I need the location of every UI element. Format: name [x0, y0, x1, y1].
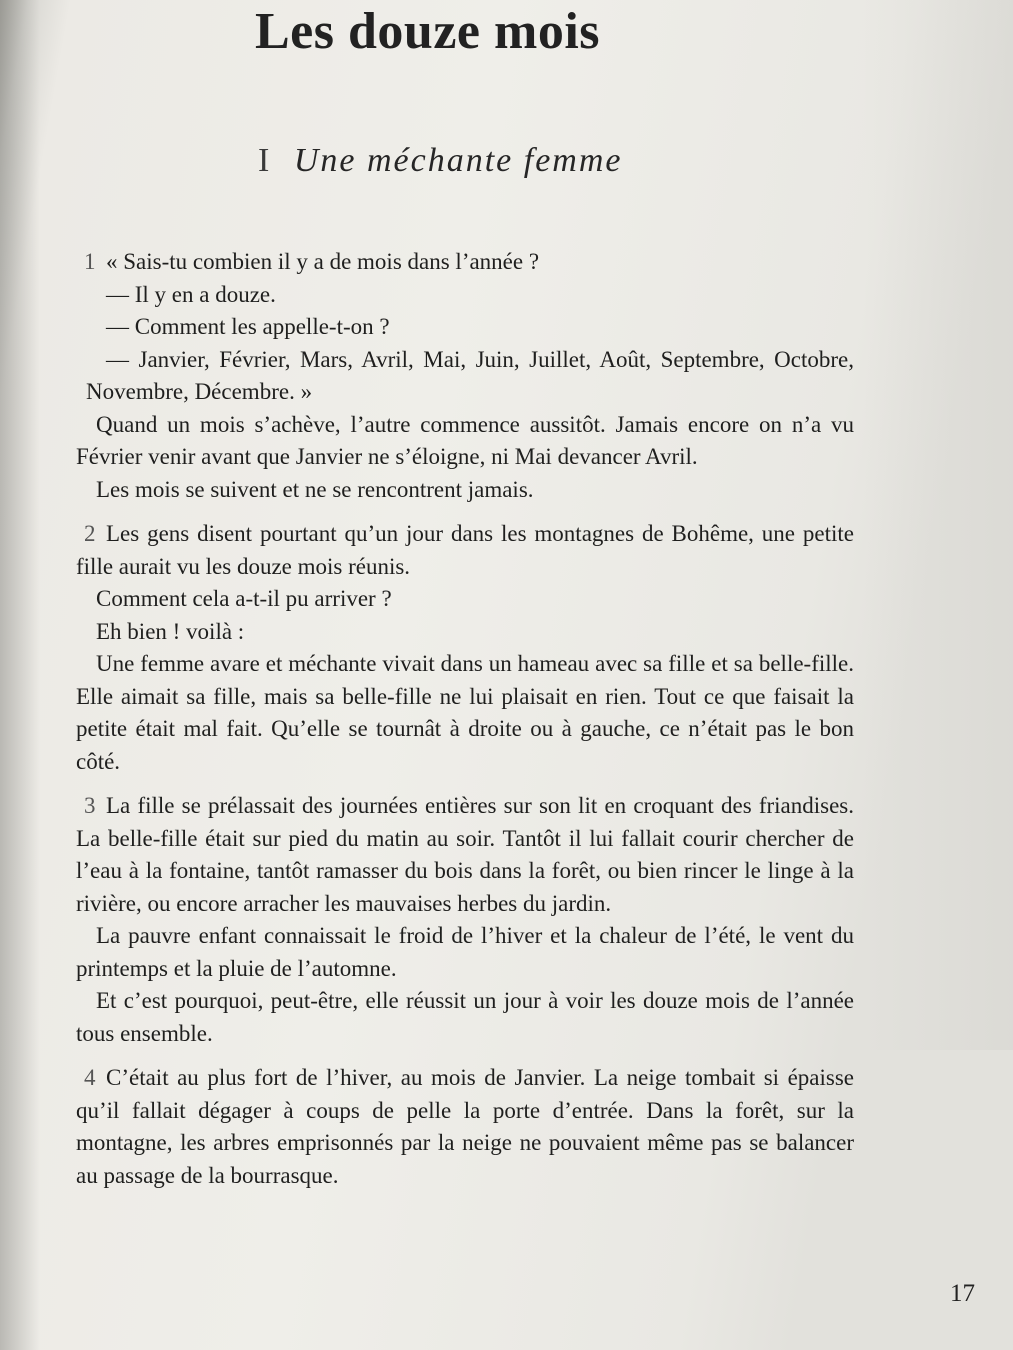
- section-1-para-6: [76, 474, 854, 507]
- section-number: 3: [84, 793, 96, 818]
- chapter-title: Une méchante femme: [293, 142, 623, 179]
- paragraph-text: Eh bien ! voilà :: [96, 618, 245, 644]
- paragraph-text: « Sais-tu combien il y a de mois dans l’année ?: [106, 249, 540, 274]
- chapter-number: I: [258, 142, 271, 179]
- section-4-para-1: [76, 1062, 854, 1192]
- section-3-para-1: [76, 790, 854, 920]
- body-text: [76, 246, 854, 1192]
- section-1-para-3: [76, 311, 854, 344]
- page-title: Les douze mois: [255, 3, 600, 60]
- page-bleed-through: [863, 0, 1013, 1050]
- paragraph-text: La fille se prélassait des journées entières sur son lit en croquant des friandises. La belle-fille était sur pied du matin au soir. Tantôt il lui fallait courir chercher de l’eau à la fontaine, tantôt ramasser du bois dans la forêt, ou bien rincer le linge à la rivière, ou encore arracher les mauvaises herbes du jardin.: [76, 793, 854, 916]
- section-2-para-1: [76, 518, 854, 583]
- section-3-para-3: [76, 985, 854, 1050]
- binding-shadow: [0, 0, 40, 1350]
- section-number: 2: [84, 521, 96, 546]
- paragraph-text: La pauvre enfant connaissait le froid de l’hiver et la chaleur de l’été, le vent du printemps et la pluie de l’automne.: [76, 923, 854, 981]
- section-1-para-2: [76, 279, 854, 312]
- section-1-para-5: [76, 409, 854, 474]
- section-3-para-2: [76, 920, 854, 985]
- page-number: 17: [950, 1280, 975, 1307]
- paragraph-text: Une femme avare et méchante vivait dans un hameau avec sa fille et sa belle-fille. Elle aimait sa fille, mais sa belle-fille ne lui plaisait en rien. Tout ce que faisait la petite était mal fait. Qu’elle se tournât à droite ou à gauche, ce n’était pas le bon côté.: [76, 651, 854, 774]
- section-2-para-4: [76, 648, 854, 778]
- section-number: 1: [84, 249, 96, 274]
- paragraph-text: Les gens disent pourtant qu’un jour dans les montagnes de Bohême, une petite fille aurait vu les douze mois réunis.: [76, 521, 854, 579]
- section-2-para-2: [76, 583, 854, 616]
- section-1-para-1: [76, 246, 854, 279]
- paragraph-text: Les mois se suivent et ne se rencontrent jamais.: [96, 476, 534, 502]
- paragraph-text: — Janvier, Février, Mars, Avril, Mai, Juin, Juillet, Août, Septembre, Octobre, Novembre, Décembre. »: [86, 346, 854, 404]
- section-number: 4: [84, 1065, 96, 1090]
- paragraph-text: — Comment les appelle-t-on ?: [106, 314, 390, 339]
- paragraph-text: C’était au plus fort de l’hiver, au mois de Janvier. La neige tombait si épaisse qu’il fallait dégager à coups de pelle la porte d’entrée. Dans la forêt, sur la montagne, les arbres emprisonnés par la neige ne pouvaient même pas se balancer au passage de la bourrasque.: [76, 1065, 854, 1188]
- paragraph-text: Comment cela a-t-il pu arriver ?: [96, 586, 392, 611]
- chapter-heading: [258, 142, 678, 180]
- section-2-para-3: [76, 616, 854, 649]
- paragraph-text: Et c’est pourquoi, peut-être, elle réussit un jour à voir les douze mois de l’année tous ensemble.: [76, 988, 854, 1046]
- paragraph-text: Quand un mois s’achève, l’autre commence aussitôt. Jamais encore on n’a vu Février venir avant que Janvier ne s’éloigne, ni Mai devancer Avril.: [76, 411, 854, 469]
- paragraph-text: — Il y en a douze.: [106, 281, 276, 307]
- section-1-para-4: [76, 344, 854, 409]
